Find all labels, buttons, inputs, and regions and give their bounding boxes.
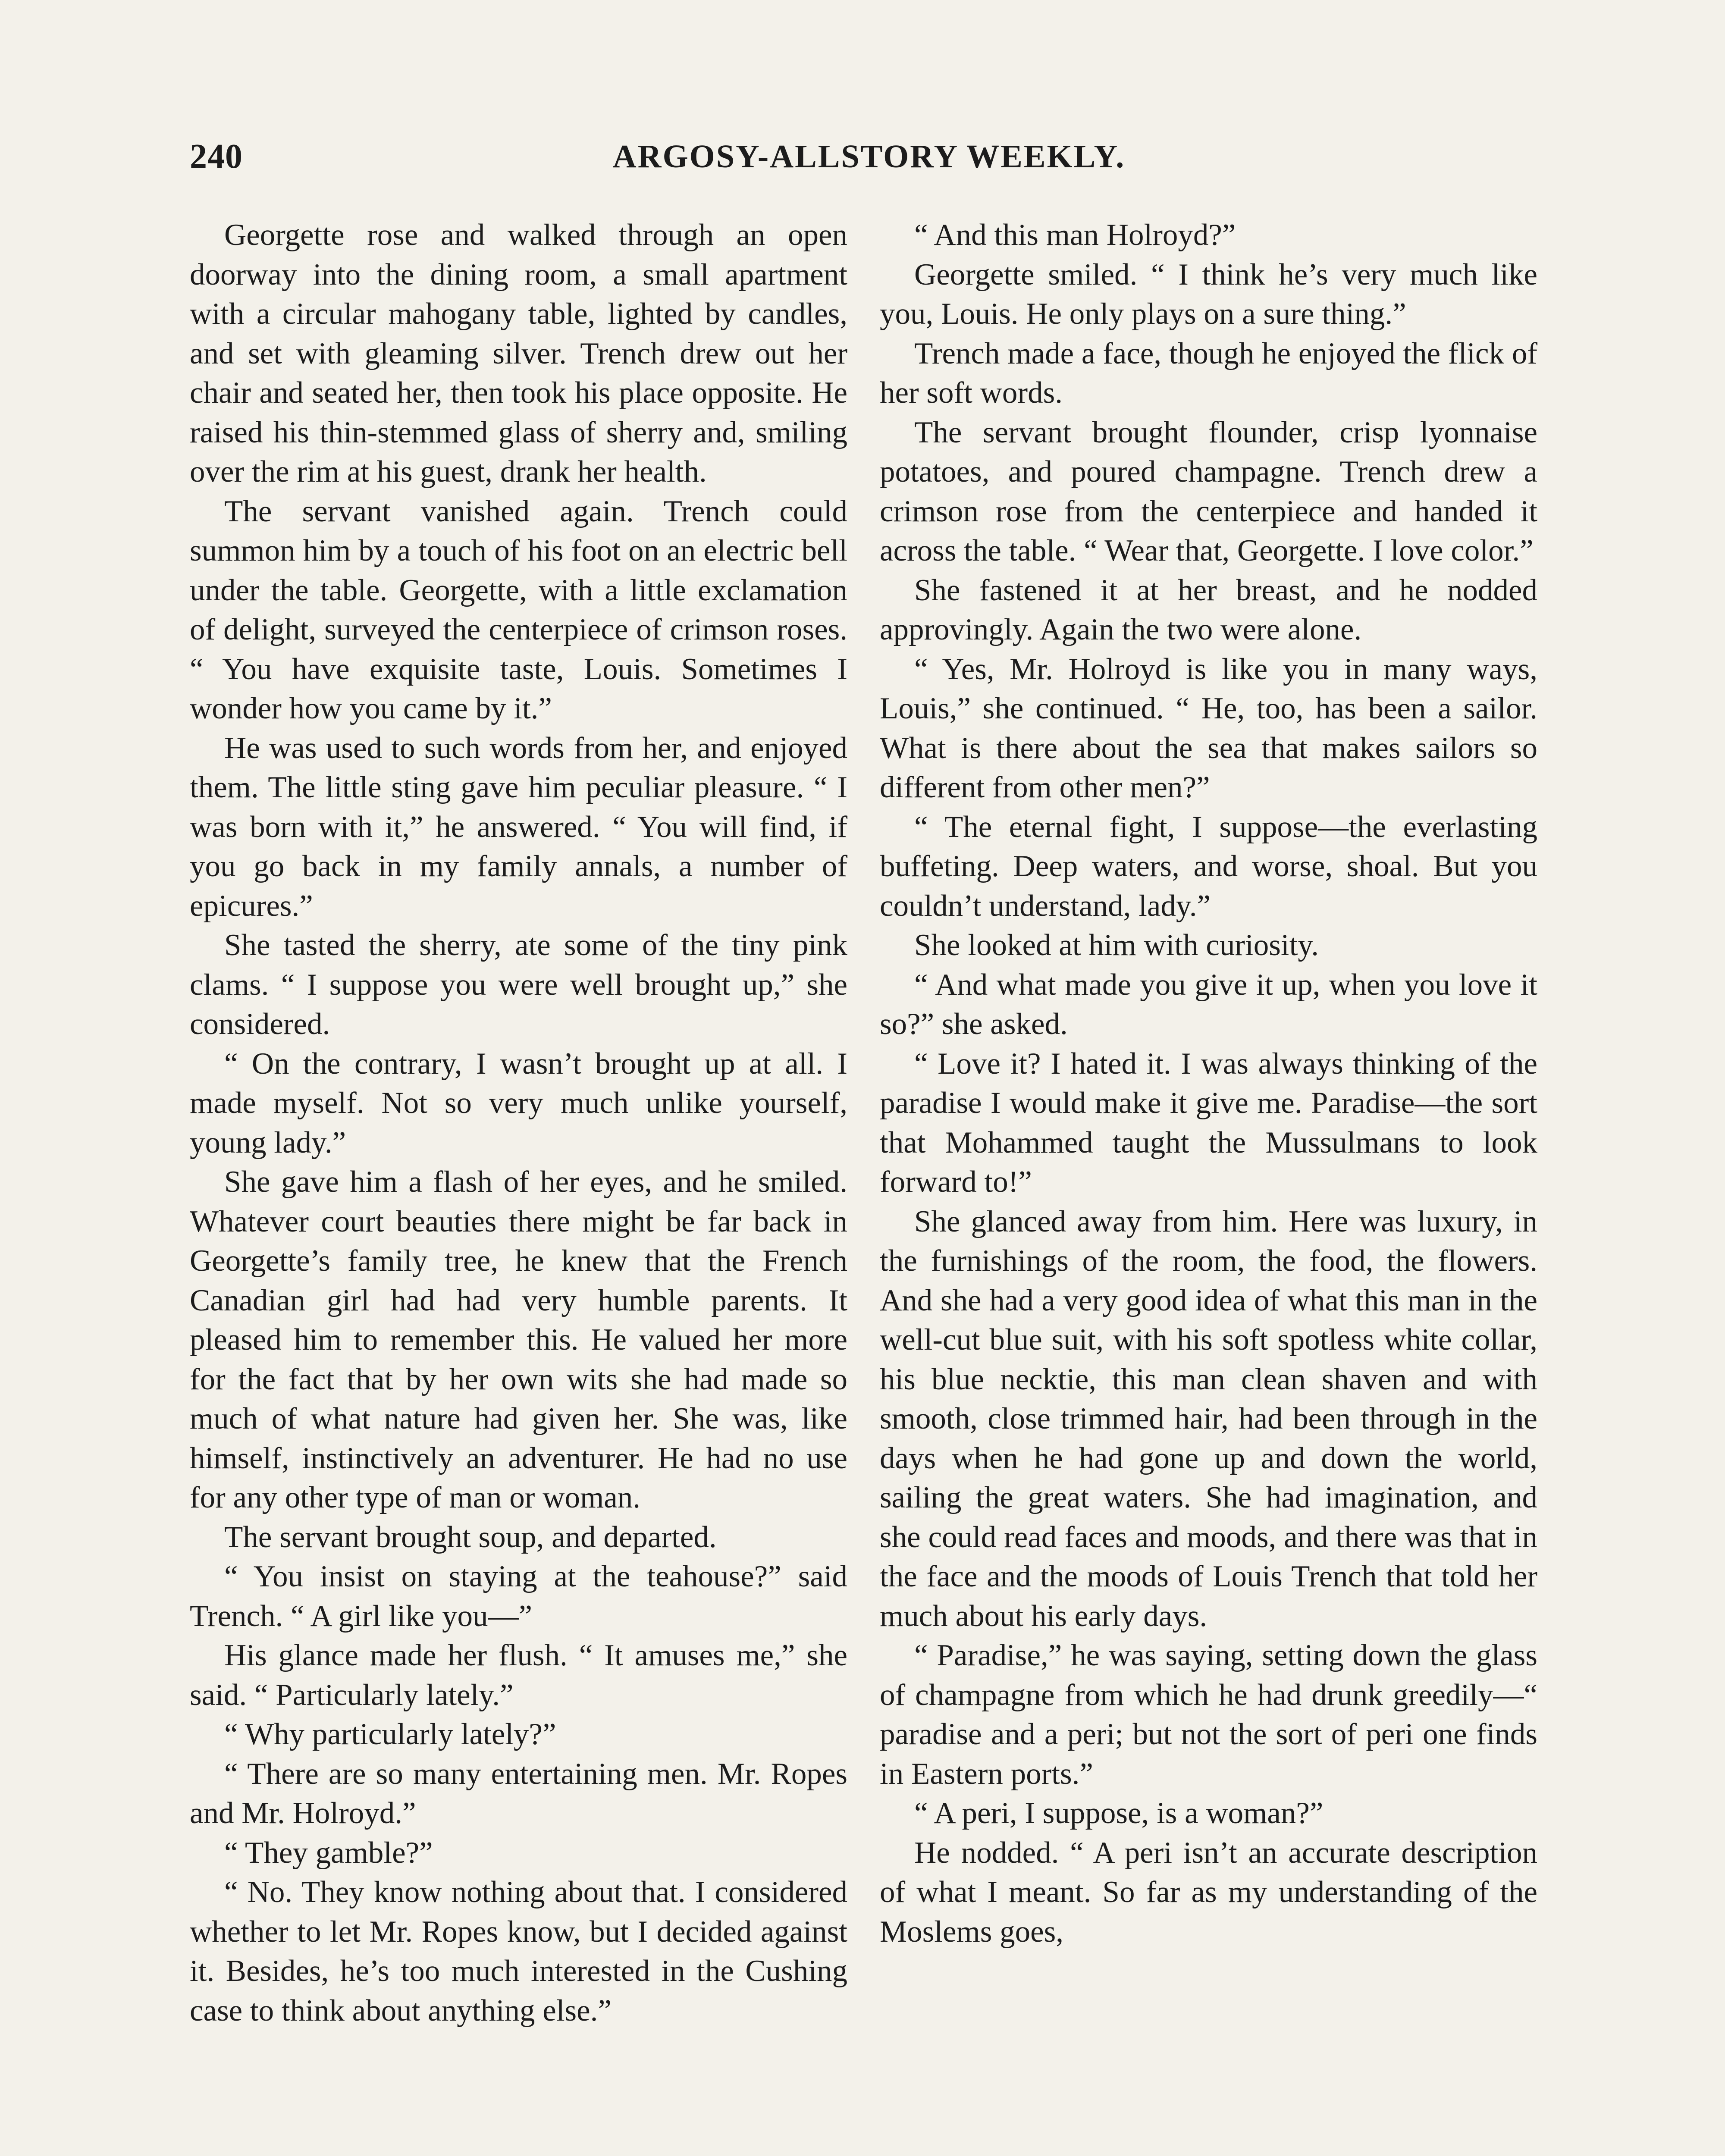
paragraph: “ There are so many entertaining men. Mr. Ropes and Mr. Holroyd.” xyxy=(190,1757,847,1830)
page-number: 240 xyxy=(190,138,243,175)
paragraph: The servant vanished again. Trench could summon him by a touch of his foot on an electric bell under the table. Georgette, with a little exclamation of delight, surveyed the centerpiece of crimson roses. “ You have exquisite taste, Louis. Sometimes I wonder how you came by it.” xyxy=(190,494,847,725)
paragraph: “ A peri, I suppose, is a woman?” xyxy=(914,1796,1324,1830)
paragraph: The servant brought flounder, crisp lyonnaise potatoes, and poured champagne. Trench drew a crimson rose from the centerpiece and handed it across the table. “ Wear that, Georgette. I love color.” xyxy=(880,415,1537,567)
paragraph: “ Love it? I hated it. I was always thinking of the paradise I would make it give me. Paradise—the sort that Mohammed taught the Mussulmans to look forward to!” xyxy=(880,1047,1537,1199)
paragraph: She fastened it at her breast, and he nodded approvingly. Again the two were alone. xyxy=(880,573,1537,646)
paragraph: “ You insist on staying at the teahouse?” said Trench. “ A girl like you—” xyxy=(190,1560,847,1633)
paragraph: She glanced away from him. Here was luxury, in the furnishings of the room, the food, the flowers. And she had a very good idea of what this man in the well-cut blue suit, with his soft spotless white collar, his blue necktie, this man clean shaven and with smooth, close trimmed hair, had been through in the days when he had gone up and down the world, sailing the great waters. She had imagination, and she could read faces and moods, and there was that in the face and the moods of Louis Trench that told her much about his early days. xyxy=(880,1204,1537,1633)
page-header xyxy=(190,137,1548,185)
paragraph: She tasted the sherry, ate some of the tiny pink clams. “ I suppose you were well brought up,” she considered. xyxy=(190,928,847,1041)
text-column-right xyxy=(880,216,1537,1952)
paragraph: The servant brought soup, and departed. xyxy=(224,1520,717,1554)
paragraph: Georgette smiled. “ I think he’s very much like you, Louis. He only plays on a sure thing.” xyxy=(880,257,1537,331)
paragraph: He nodded. “ A peri isn’t an accurate description of what I meant. So far as my understanding of the Moslems goes, xyxy=(880,1836,1537,1949)
paragraph: She gave him a flash of her eyes, and he smiled. Whatever court beauties there might be far back in Georgette’s family tree, he knew that the French Canadian girl had had very humble parents. It pleased him to remember this. He valued her more for the fact that by her own wits she had made so much of what nature had given her. She was, like himself, instinctively an adventurer. He had no use for any other type of man or woman. xyxy=(190,1165,847,1514)
paragraph: “ Yes, Mr. Holroyd is like you in many ways, Louis,” she continued. “ He, too, has been a sailor. What is there about the sea that makes sailors so different from other men?” xyxy=(880,652,1537,804)
paragraph: “ No. They know nothing about that. I considered whether to let Mr. Ropes know, but I decided against it. Besides, he’s too much interested in the Cushing case to think about anything else.” xyxy=(190,1875,847,2028)
paragraph: “ Paradise,” he was saying, setting down the glass of champagne from which he had drunk greedily—“ paradise and a peri; but not the sort of peri one finds in Eastern ports.” xyxy=(880,1639,1537,1791)
text-column-left xyxy=(190,216,847,2031)
paragraph: He was used to such words from her, and enjoyed them. The little sting gave him peculiar pleasure. “ I was born with it,” he answered. “ You will find, if you go back in my family annals, a number of epicures.” xyxy=(190,731,847,923)
paragraph: “ Why particularly lately?” xyxy=(224,1717,556,1751)
running-title: ARGOSY-ALLSTORY WEEKLY. xyxy=(612,138,1126,175)
paragraph: His glance made her flush. “ It amuses me,” she said. “ Particularly lately.” xyxy=(190,1639,847,1712)
paragraph: “ And this man Holroyd?” xyxy=(914,218,1236,252)
paragraph: She looked at him with curiosity. xyxy=(914,928,1319,962)
paragraph: Trench made a face, though he enjoyed the flick of her soft words. xyxy=(880,336,1537,410)
paragraph: Georgette rose and walked through an open doorway into the dining room, a small apartment with a circular mahogany table, lighted by candles, and set with gleaming silver. Trench drew out her chair and seated her, then took his place opposite. He raised his thin-stemmed glass of sherry and, smiling over the rim at his guest, drank her health. xyxy=(190,218,847,489)
paragraph: “ They gamble?” xyxy=(224,1836,433,1870)
paragraph: “ And what made you give it up, when you love it so?” she asked. xyxy=(880,968,1537,1041)
paragraph: “ On the contrary, I wasn’t brought up at all. I made myself. Not so very much unlike yourself, young lady.” xyxy=(190,1047,847,1159)
paragraph: “ The eternal fight, I suppose—the everlasting buffeting. Deep waters, and worse, shoal. But you couldn’t understand, lady.” xyxy=(880,810,1537,923)
